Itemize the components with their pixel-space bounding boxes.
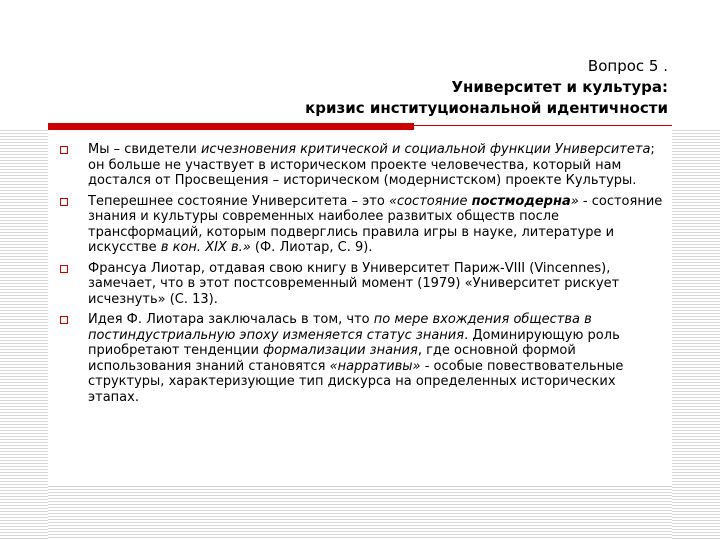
bullet-text: [88, 194, 662, 256]
slide-title: [305, 56, 668, 119]
bullet-text-segment: Идея Ф. Лиотара заключалась в том, что: [88, 312, 374, 327]
bullet-item: [48, 194, 666, 256]
bullet-text-segment: «нарративы»: [329, 358, 421, 374]
bullet-text-segment: (Ф. Лиотар, С. 9).: [250, 240, 373, 255]
bullet-text: [88, 261, 619, 307]
question-number: Вопрос 5 .: [587, 57, 668, 75]
bullet-text-segment: Теперешнее состояние Университета – это: [88, 193, 389, 209]
bullet-item: [48, 142, 666, 189]
title-accent-bar: [48, 123, 414, 130]
decorative-stripes-left: [0, 130, 48, 540]
bullet-text-segment: Мы – свидетели: [88, 142, 201, 157]
square-bullet-icon: [60, 265, 68, 273]
square-bullet-icon: [60, 198, 68, 206]
title-accent-line: [414, 125, 672, 126]
bullet-text-segment: , где основной формой использования знаний становятся: [88, 343, 576, 374]
square-bullet-icon: [60, 146, 68, 154]
bullet-text-segment: »: [570, 193, 579, 209]
bullet-text: [88, 312, 623, 405]
decorative-stripes-bottom: [48, 486, 672, 540]
bullet-text-segment: «состояние: [388, 193, 472, 209]
bullet-item: [48, 261, 666, 308]
bullet-text-segment: постмодерна: [471, 193, 571, 209]
bullet-item: [48, 312, 666, 405]
bullet-list: [48, 142, 666, 410]
bullet-text: [88, 142, 655, 188]
bullet-text-segment: формализации знания: [263, 343, 418, 358]
content-bottom-divider: [48, 486, 672, 487]
decorative-stripes-right: [672, 130, 720, 540]
bullet-text-segment: ; он больше не участвует в историческом проекте человечества, который нам достался от Просвещения – историческом (модернистском) проекте Культуры.: [88, 142, 655, 188]
bullet-text-segment: - особые повествовательные структуры, характеризующие тип дискурса на определенных исторических этапах.: [88, 358, 624, 405]
bullet-text-segment: по мере вхождения общества в постиндустриальную эпоху изменяется статус знания: [88, 312, 592, 343]
bullet-text-segment: исчезновения критической и социальной функции Университета: [200, 142, 651, 157]
bullet-text-segment: - состояние знания и культуры современных наиболее развитых обществ после трансформаций, которым подверглись правила игры в науке, литературе и искусстве: [88, 193, 663, 255]
title-line-2: кризис институциональной идентичности: [305, 99, 668, 117]
bullet-text-segment: в кон. XIX в.»: [160, 240, 251, 255]
bullet-text-segment: Франсуа Лиотар, отдавая свою книгу в Университет Париж-VIII (Vincennes), замечает, что в этот постсовременный момент (1979) «Университет рискует исчезнуть» (С. 13).: [88, 260, 620, 307]
title-line-1: Университет и культура:: [451, 78, 668, 96]
square-bullet-icon: [60, 316, 68, 324]
bullet-text-segment: . Доминирующую роль приобретают тенденции: [88, 327, 620, 358]
